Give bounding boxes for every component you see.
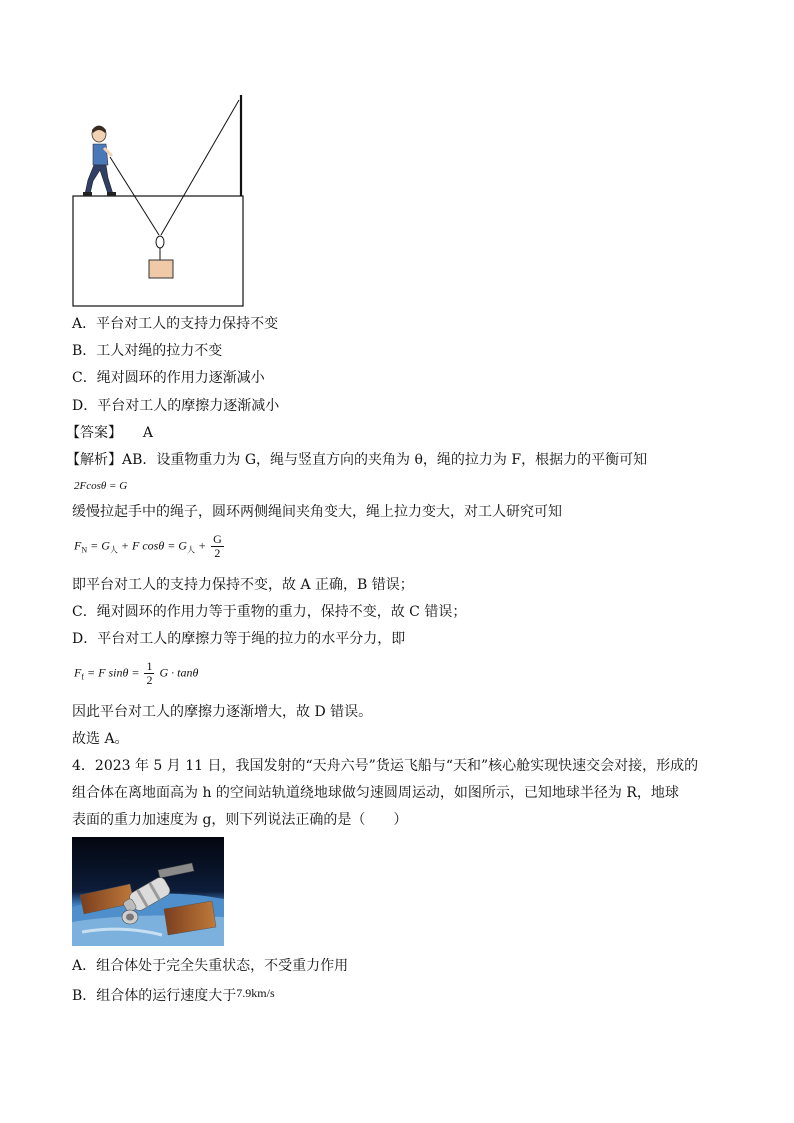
worker-pulley-figure [60,90,260,312]
analysis-line-3: 即平台对工人的支持力保持不变，故 A 正确，B 错误； [72,577,414,593]
analysis-line-2: 缓慢拉起手中的绳子，圆环两侧绳间夹角变大，绳上拉力变大，对工人研究可知 [72,504,562,520]
formula-2: $F_N = G_人 + F$ $\cos\theta = G_人$ + $\frac{G}{2}$ [74,532,222,560]
answer-label: 【答案】 [66,425,122,441]
option-d: D．平台对工人的摩擦力逐渐减小 [72,398,280,414]
worker-figure [83,126,116,196]
analysis-line-5: D．平台对工人的摩擦力等于绳的拉力的水平分力，即 [72,631,406,647]
analysis-line-6: 因此平台对工人的摩擦力逐渐增大，故 D 错误。 [72,704,373,720]
answer-value: A [142,425,154,441]
space-station-image [72,837,224,946]
q4-option-b: B．组合体的运行速度大于7.9km/s [72,986,275,1004]
q4-line-3: 表面的重力加速度为 g，则下列说法正确的是（ ） [72,812,408,828]
answer-line [66,423,153,443]
analysis-line-1: 【解析】AB．设重物重力为 G，绳与竖直方向的夹角为 θ，绳的拉力为 F，根据力的平衡可知 [66,452,648,468]
ring [156,236,164,248]
q4-option-a: A．组合体处于完全失重状态，不受重力作用 [72,958,349,974]
analysis-line-7: 故选 A。 [72,731,129,747]
hanging-block [149,260,173,278]
analysis-line-4: C．绳对圆环的作用力等于重物的重力，保持不变，故 C 错误； [72,604,467,620]
option-b: B．工人对绳的拉力不变 [72,343,223,359]
platform [73,196,243,306]
q4-line-2: 组合体在离地面高为 h 的空间站轨道绕地球做匀速圆周运动，如图所示，已知地球半径为 R，地球 [72,785,679,801]
option-a: A．平台对工人的支持力保持不变 [72,316,279,332]
rope-right [161,100,239,235]
option-c: C．绳对圆环的作用力逐渐减小 [72,370,265,386]
q4-line-1: 4．2023 年 5 月 11 日，我国发射的“天舟六号”货运飞船与“天和”核心舱实现快速交会对接，形成的 [72,758,699,774]
formula-3: $F_f = F$ sinθ = $\frac{1}{2}$ G · tanθ [74,659,199,687]
speed-value: 7.9km/s [236,986,275,1000]
formula-1: 2Fcosθ = G [74,480,128,492]
